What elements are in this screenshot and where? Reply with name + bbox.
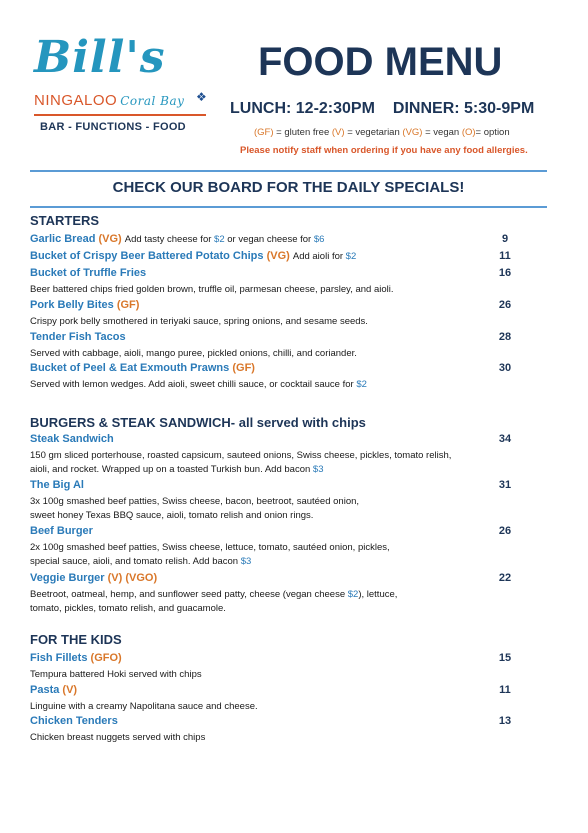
item-name: Bucket of Crispy Beer Battered Potato Chips xyxy=(30,250,264,262)
logo-tagline: BAR - FUNCTIONS - FOOD xyxy=(40,121,186,133)
item-price: 9 xyxy=(501,233,509,245)
item-price: 11 xyxy=(499,684,511,696)
item-name: Garlic Bread xyxy=(30,233,96,245)
legend-v: (V) xyxy=(331,127,345,138)
legend-gf: (GF) xyxy=(254,127,274,138)
item-name: Fish Fillets xyxy=(30,652,88,664)
menu-item-garlic-bread xyxy=(30,233,324,245)
dietary-legend xyxy=(254,127,510,138)
item-price: 11 xyxy=(499,250,511,262)
item-description: tomato, pickles, tomato relish, and guacamole. xyxy=(30,603,226,614)
description-text: aioli, and rocket. Wrapped up on a toasted Turkish bun. Add bacon xyxy=(30,464,313,475)
item-description: Chicken breast nuggets served with chips xyxy=(30,732,206,743)
legend-vg: (VG) xyxy=(402,127,423,138)
item-description: 2x 100g smashed beef patties, Swiss cheese, lettuce, tomato, sautéed onion, pickles, xyxy=(30,542,390,553)
dinner-hours: DINNER: 5:30-9PM xyxy=(392,100,535,117)
item-description xyxy=(30,556,251,567)
logo-script-text: Bill's xyxy=(34,32,166,83)
item-description: sweet honey Texas BBQ sauce, aioli, tomato relish and onion rings. xyxy=(30,510,314,521)
section-starters: STARTERS xyxy=(30,213,100,228)
fish-icon: ❖ xyxy=(196,90,207,104)
dietary-tag: (V) xyxy=(62,684,78,696)
menu-item-potato-chips xyxy=(30,250,356,262)
item-name: Pork Belly Bites xyxy=(30,299,114,311)
item-description: Crispy pork belly smothered in teriyaki sauce, spring onions, and sesame seeds. xyxy=(30,316,368,327)
addon-price: $2 xyxy=(347,589,359,600)
description-text: special sauce, aioli, and tomato relish. Add bacon xyxy=(30,556,241,567)
page-title: FOOD MENU xyxy=(258,40,503,84)
specials-banner xyxy=(30,170,547,208)
dietary-tag: (VG) xyxy=(266,250,290,262)
item-description: 150 gm sliced porterhouse, roasted capsicum, sauteed onions, Swiss cheese, pickles, tomato relish, xyxy=(30,450,452,461)
bills-logo xyxy=(28,30,213,142)
legend-gf-text: = gluten free xyxy=(273,127,332,138)
logo-subtitle-script: Coral Bay xyxy=(120,94,185,108)
legend-o-text: = option xyxy=(475,127,510,138)
section-kids: FOR THE KIDS xyxy=(30,632,122,647)
logo-subtitle-text: NINGALOO xyxy=(34,92,118,109)
item-price: 16 xyxy=(498,267,512,279)
item-price: 34 xyxy=(498,433,512,445)
menu-item-big-al xyxy=(30,479,84,491)
legend-o: (O) xyxy=(461,127,476,138)
addon-price: $3 xyxy=(240,556,252,567)
dietary-tag: (GF) xyxy=(232,362,255,374)
dietary-tag: (GFO) xyxy=(90,652,122,664)
addon-text: or vegan cheese for xyxy=(224,234,314,245)
item-description xyxy=(30,589,397,600)
menu-item-steak-sandwich xyxy=(30,433,114,445)
item-name: Beef Burger xyxy=(30,525,93,537)
item-price: 26 xyxy=(498,525,512,537)
item-addon xyxy=(125,234,325,245)
item-price: 28 xyxy=(498,331,512,343)
item-price: 26 xyxy=(498,299,512,311)
item-description: Beer battered chips fried golden brown, truffle oil, parmesan cheese, parsley, and aioli. xyxy=(30,284,394,295)
item-name: The Big Al xyxy=(30,479,84,491)
addon-price: $2 xyxy=(345,251,357,262)
specials-text: CHECK OUR BOARD FOR THE DAILY SPECIALS! xyxy=(112,179,465,196)
menu-item-fish-fillets xyxy=(30,652,122,664)
description-text: Beetroot, oatmeal, hemp, and sunflower seed patty, cheese (vegan cheese xyxy=(30,589,348,600)
dietary-tag: (GF) xyxy=(116,299,140,311)
item-addon xyxy=(293,251,356,262)
addon-price: $6 xyxy=(313,234,325,245)
description-text: Served with lemon wedges. Add aioli, sweet chilli sauce, or cocktail sauce for xyxy=(30,379,357,390)
section-burgers: BURGERS & STEAK SANDWICH- all served with chips xyxy=(30,415,366,430)
menu-item-truffle-fries xyxy=(30,267,146,279)
item-name: Veggie Burger xyxy=(30,572,105,584)
item-price: 22 xyxy=(498,572,512,584)
item-name: Pasta xyxy=(30,684,60,696)
menu-item-pasta xyxy=(30,684,77,696)
description-text: ), lettuce, xyxy=(358,589,398,600)
dietary-tag: (V) (VGO) xyxy=(107,572,158,584)
logo-divider xyxy=(34,114,206,116)
menu-item-prawns xyxy=(30,362,255,374)
addon-text: Add tasty cheese for xyxy=(124,234,215,245)
legend-v-text: = vegetarian xyxy=(344,127,403,138)
menu-item-chicken-tenders xyxy=(30,715,118,727)
item-price: 13 xyxy=(498,715,512,727)
menu-item-pork-belly xyxy=(30,299,139,311)
item-price: 31 xyxy=(498,479,512,491)
item-name: Bucket of Truffle Fries xyxy=(30,267,147,279)
addon-price: $3 xyxy=(312,464,324,475)
addon-price: $2 xyxy=(356,379,367,390)
item-name: Tender Fish Tacos xyxy=(30,331,126,343)
legend-vg-text: = vegan xyxy=(422,127,462,138)
addon-text: Add aioli for xyxy=(292,251,346,262)
item-description: Tempura battered Hoki served with chips xyxy=(30,669,202,680)
item-price: 30 xyxy=(498,362,512,374)
item-description: Linguine with a creamy Napolitana sauce and cheese. xyxy=(30,701,258,712)
item-description: Served with cabbage, aioli, mango puree, pickled onions, chilli, and coriander. xyxy=(30,348,357,359)
dietary-tag: (VG) xyxy=(98,233,122,245)
logo-subtitle xyxy=(34,92,184,109)
item-description xyxy=(30,464,323,475)
allergy-notice: Please notify staff when ordering if you have any food allergies. xyxy=(240,145,528,156)
lunch-hours: LUNCH: 12-2:30PM xyxy=(230,100,375,117)
item-name: Chicken Tenders xyxy=(30,715,118,727)
opening-hours xyxy=(230,100,534,118)
addon-price: $2 xyxy=(214,234,225,245)
menu-item-veggie-burger xyxy=(30,572,157,584)
item-name: Steak Sandwich xyxy=(30,433,114,445)
item-description: 3x 100g smashed beef patties, Swiss cheese, bacon, beetroot, sautéed onion, xyxy=(30,496,360,507)
menu-item-beef-burger xyxy=(30,525,93,537)
item-name: Bucket of Peel & Eat Exmouth Prawns xyxy=(30,362,230,374)
item-description xyxy=(30,379,367,390)
menu-item-fish-tacos xyxy=(30,331,126,343)
item-price: 15 xyxy=(498,652,512,664)
